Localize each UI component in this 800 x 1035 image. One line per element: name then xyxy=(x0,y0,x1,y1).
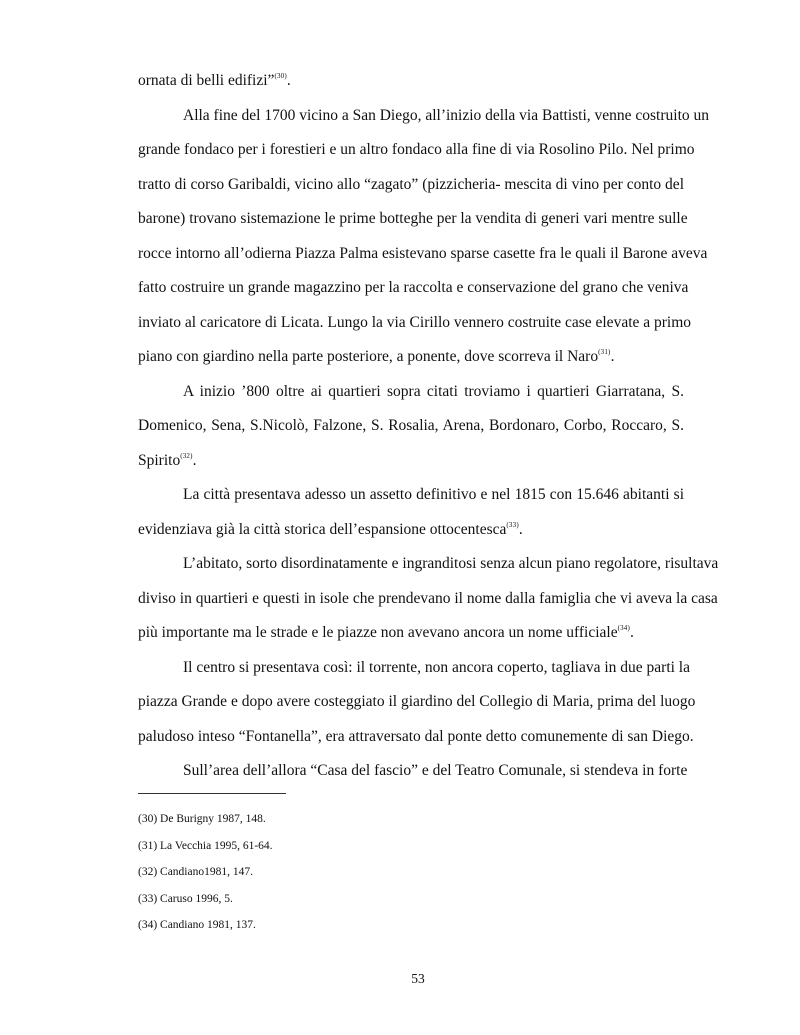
footnote: (32) Candiano1981, 147. xyxy=(138,866,253,878)
text-line: Il centro si presentava così: il torrente, non ancora coperto, tagliava in due parti la xyxy=(183,658,690,676)
text-line: diviso in quartieri e questi in isole che prendevano il nome dalla famiglia che vi aveva la casa xyxy=(138,589,718,607)
footnote-ref: (34) xyxy=(617,624,631,632)
text-line: tratto di corso Garibaldi, vicino allo “zagato” (pizzicheria- mescita di vino per conto del xyxy=(138,175,684,193)
text-line: fatto costruire un grande magazzino per la raccolta e conservazione del grano che veniva xyxy=(138,279,689,296)
text-line: Sull’area dell’allora “Casa del fascio” e del Teatro Comunale, si stendeva in forte xyxy=(183,762,688,779)
text-line: rocce intorno all’odierna Piazza Palma esistevano sparse casette fra le quali il Barone aveva xyxy=(138,244,708,262)
page-number: 53 xyxy=(411,971,425,986)
footnotes xyxy=(138,806,538,939)
footnote: (31) La Vecchia 1995, 61-64. xyxy=(138,839,273,852)
text-line: La città presentava adesso un assetto definitivo e nel 1815 con 15.646 abitanti si xyxy=(183,486,684,503)
text-line: Alla fine del 1700 vicino a San Diego, all’inizio della via Battisti, venne costruito un xyxy=(183,106,710,124)
footnote: (30) De Burigny 1987, 148. xyxy=(138,813,266,825)
footnote-ref: (32) xyxy=(180,451,193,460)
footnote-ref: (33) xyxy=(506,520,519,529)
text-line: ornata di belli edifizi”$^{(30)}$. xyxy=(138,72,291,89)
footnote: (33) Caruso 1996, 5. xyxy=(138,892,233,905)
text-line: grande fondaco per i forestieri e un altro fondaco alla fine di via Rosolino Pilo. Nel primo xyxy=(138,141,695,158)
footnote-separator xyxy=(138,793,286,794)
text-line: piano con giardino nella parte posteriore, a ponente, dove scorreva il Naro$^{(31)}$. xyxy=(138,348,615,365)
text-line: Domenico, Sena, S.Nicolò, Falzone, S. Rosalia, Arena, Bordonaro, Corbo, Roccaro, S. xyxy=(138,417,684,434)
text-line: inviato al caricatore di Licata. Lungo la via Cirillo vennero costruite case elevate a primo xyxy=(138,313,692,331)
text-line: piazza Grande e dopo avere costeggiato il giardino del Collegio di Maria, prima del luogo xyxy=(138,693,696,710)
footnote: (34) Candiano 1981, 137. xyxy=(138,919,256,931)
text-line: Spirito$^{(32)}$. xyxy=(138,451,197,469)
text-line: A inizio ’800 oltre ai quartieri sopra citati troviamo i quartieri Giarratana, S. xyxy=(183,382,684,400)
text-line: evidenziava già la città storica dell’espansione ottocentesca$^{(33)}$. xyxy=(138,520,523,538)
text-line: paludoso inteso “Fontanella”, era attraversato dal ponte detto comunemente di san Diego. xyxy=(138,727,694,745)
body-text xyxy=(138,64,719,789)
text-line: più importante ma le strade e le piazze non avevano ancora un nome ufficiale$^{(34)}$. xyxy=(138,624,634,641)
footnote-ref: (31) xyxy=(598,348,611,356)
text-line: barone) trovano sistemazione le prime botteghe per la vendita di generi vari mentre sulle xyxy=(138,210,688,227)
text-line: L’abitato, sorto disordinatamente e ingranditosi senza alcun piano regolatore, risultava xyxy=(183,555,719,572)
footnote-ref: (30) xyxy=(274,72,287,80)
